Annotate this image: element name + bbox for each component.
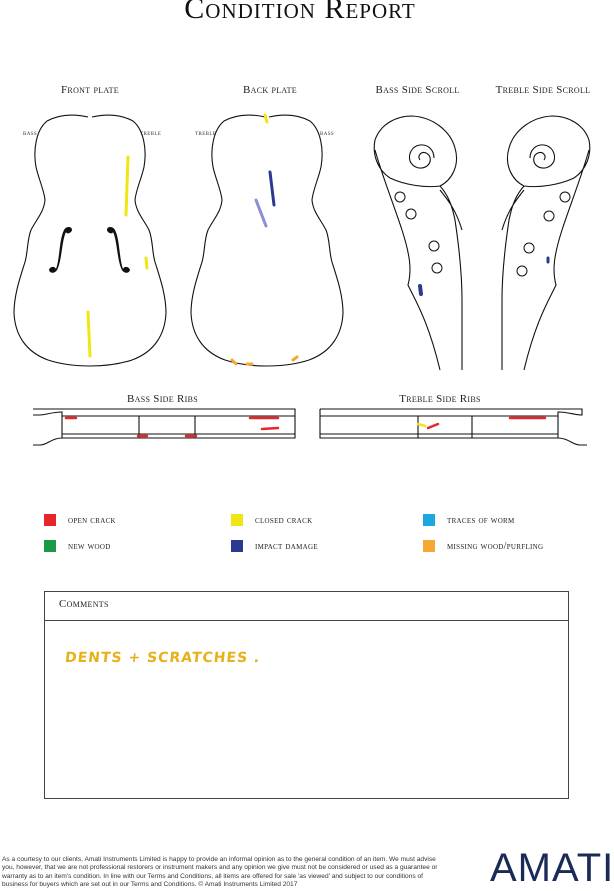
legend-new-wood [44,539,111,553]
legend-missing-wood [423,539,543,553]
front-plate-label: Front plate [61,84,119,96]
bass-ribs-outline [33,409,295,445]
treble-rib-open-crack-1 [428,424,438,428]
back-missing-wood-1 [232,360,236,364]
back-treble-label: treble [195,129,217,137]
back-missing-wood-3 [293,357,297,360]
disclaimer-text: As a courtesy to our clients, Amati Instruments Limited is happy to provide an informal opinion as to the general condition of an item. We must advise you, however, that we are not professional restorers or instrument makers and any opinion we give must not be considered or used as a guarantee or warranty as to an item's condition. In line with our Terms and Conditions, all items are offered for sale 'as viewed' and subject to our conditions of business for buyers which are set out in our Terms and Conditions. © Amati Instruments Limited 2017 [2,856,438,889]
legend-swatch [44,514,56,526]
bass-peghole-3 [429,241,439,251]
front-closed-crack-lower [88,312,90,356]
treble-side-scroll-label: Treble Side Scroll [495,84,591,96]
treble-ribs-outline [320,409,587,445]
brand-logo: AMATI [490,846,614,890]
f-hole-left [49,227,72,273]
bass-peghole-4 [432,263,442,273]
bass-scroll-spiral [409,145,434,168]
bass-scroll-impact [420,286,421,294]
legend-swatch [231,514,243,526]
f-hole-right [107,227,130,273]
legend-label: closed crack [255,514,313,526]
legend-label: missing wood/purfling [447,540,544,552]
legend-swatch [423,540,435,552]
bass-scroll-outline [374,116,462,370]
back-plate-outline [191,115,343,366]
legend-swatch [44,540,56,552]
legend-swatch [423,514,435,526]
bass-peghole-2 [406,209,416,219]
back-impact-damage [270,172,274,205]
treble-peghole-2 [544,211,554,221]
legend-label: new wood [68,540,111,552]
back-closed-crack-top [265,115,267,122]
bass-side-scroll-label: Bass Side Scroll [375,84,460,96]
treble-peghole-1 [560,192,570,202]
legend-open-crack [44,513,116,527]
back-worm-trace [256,200,266,226]
front-treble-label: treble [140,129,162,137]
page-title: Condition Report [184,0,416,25]
comments-box [44,591,569,799]
comments-header: Comments [45,592,568,621]
front-bass-label: bass [23,129,38,137]
treble-scroll-outline [502,116,590,370]
handwritten-comment: DENTS + SCRATCHES . [64,650,262,666]
legend-traces-of-worm [423,513,515,527]
treble-scroll-spiral [530,145,555,168]
legend-impact-damage [231,539,318,553]
legend-label: open crack [68,514,116,526]
treble-rib-closed-crack [418,424,425,426]
back-bass-label: bass [320,129,335,137]
treble-peghole-4 [517,266,527,276]
treble-side-ribs-label: Treble Side Ribs [399,393,481,405]
bass-peghole-1 [395,192,405,202]
legend-label: impact damage [255,540,318,552]
legend-swatch [231,540,243,552]
legend-closed-crack [231,513,312,527]
back-plate-label: Back plate [243,84,297,96]
legend-label: traces of worm [447,514,515,526]
front-closed-crack-ff [146,258,147,268]
front-closed-crack-upper [126,157,128,215]
bass-side-ribs-label: Bass Side Ribs [127,393,198,405]
treble-peghole-3 [524,243,534,253]
bass-rib-open-crack-3 [262,428,278,429]
